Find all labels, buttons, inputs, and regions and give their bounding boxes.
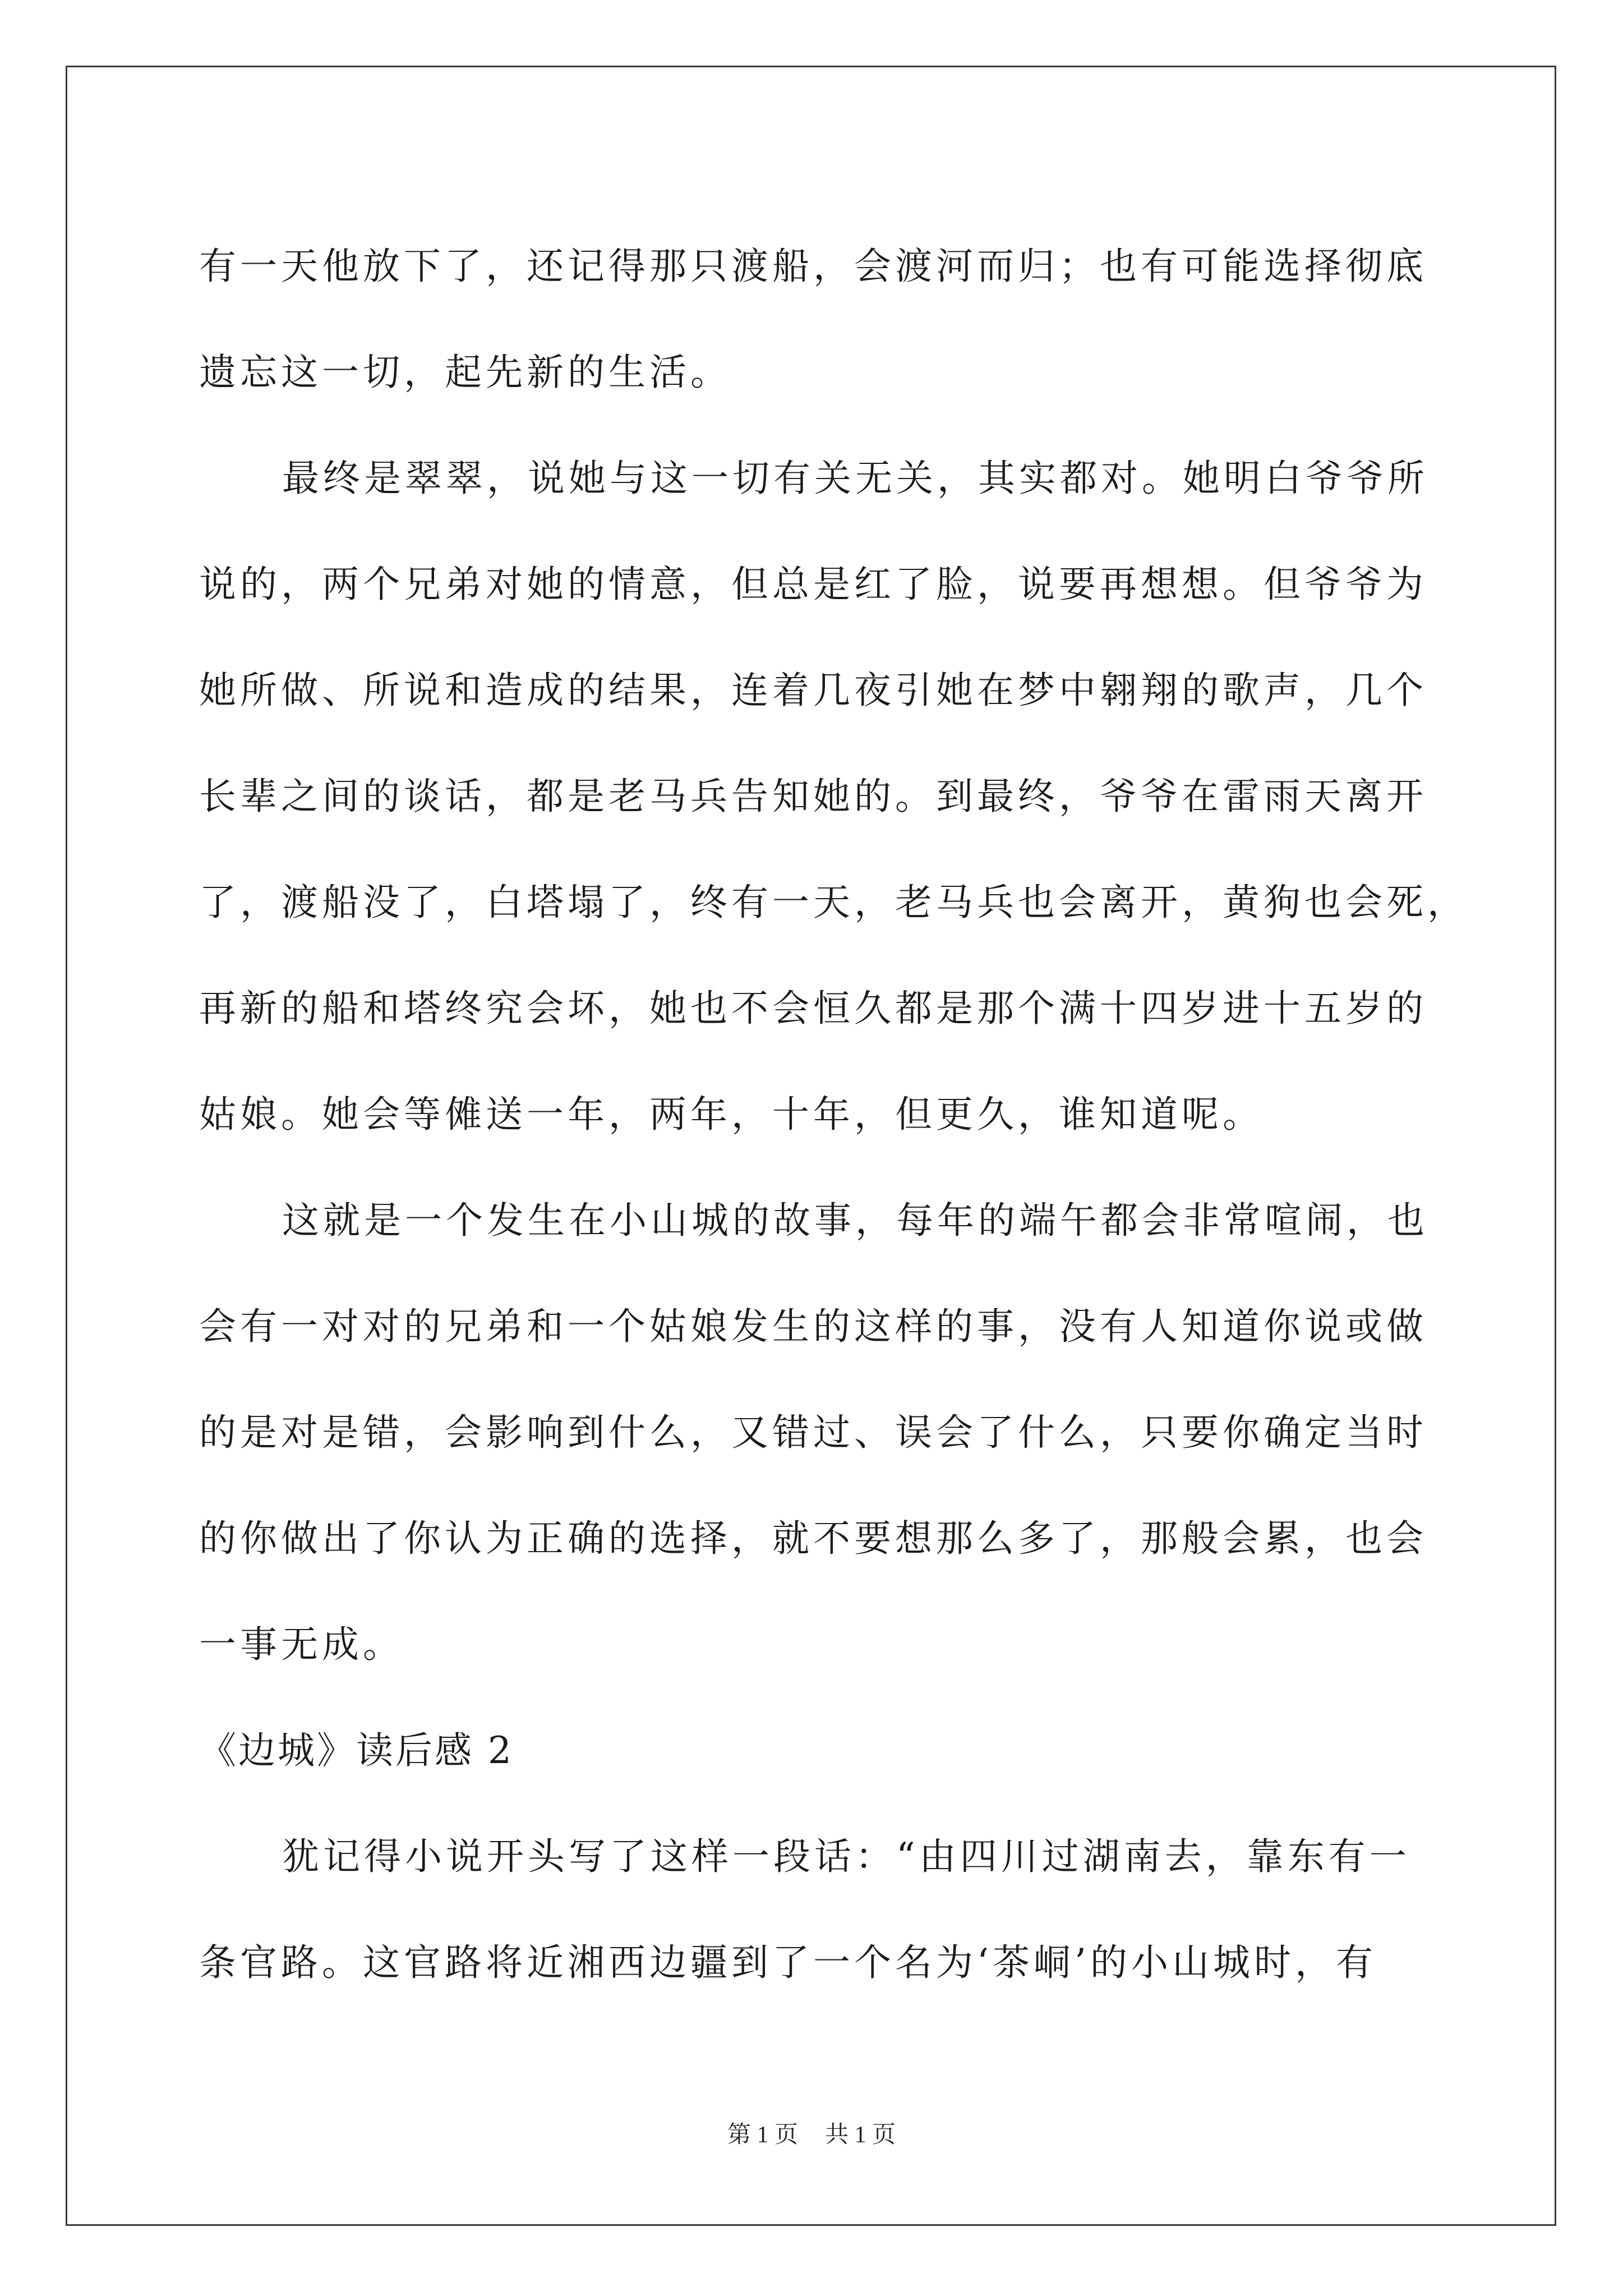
text-line: 再新的船和塔终究会坏，她也不会恒久都是那个满十四岁进十五岁的: [199, 987, 1427, 1030]
page-number: 第 1 页: [727, 2122, 798, 2148]
document-body: [199, 213, 1468, 2016]
text-line: 她所做、所说和造成的结果，连着几夜引她在梦中翱翔的歌声，几个: [199, 669, 1427, 712]
text-line: 有一天他放下了，还记得那只渡船，会渡河而归；也有可能选择彻底: [199, 245, 1427, 288]
page-footer: [0, 2119, 1623, 2151]
paragraph-start: 犹记得小说开头写了这样一段话：“由四川过湖南去，靠东有一: [282, 1835, 1410, 1878]
text-line: 的你做出了你认为正确的选择，就不要想那么多了，那般会累，也会: [199, 1517, 1427, 1560]
text-line: 长辈之间的谈话，都是老马兵告知她的。到最终，爷爷在雷雨天离开: [199, 775, 1427, 818]
text-line: 会有一对对的兄弟和一个姑娘发生的这样的事，没有人知道你说或做: [199, 1305, 1427, 1348]
paragraph-start: 这就是一个发生在小山城的故事，每年的端午都会非常喧闹，也: [282, 1199, 1428, 1242]
text-line: 遗忘这一切，起先新的生活。: [199, 351, 731, 394]
text-line: 了，渡船没了，白塔塌了，终有一天，老马兵也会离开，黄狗也会死，: [199, 881, 1468, 924]
text-line: 一事无成。: [199, 1623, 404, 1666]
text-line: 姑娘。她会等傩送一年，两年，十年，但更久，谁知道呢。: [199, 1093, 1264, 1136]
text-line: 说的，两个兄弟对她的情意，但总是红了脸，说要再想想。但爷爷为: [199, 563, 1427, 606]
page-total: 共 1 页: [825, 2122, 896, 2148]
text-line: 条官路。这官路将近湘西边疆到了一个名为‘茶峒’的小山城时，有: [199, 1941, 1377, 1984]
section-heading: 《边城》读后感 2: [199, 1729, 514, 1772]
paragraph-start: 最终是翠翠，说她与这一切有关无关，其实都对。她明白爷爷所: [282, 457, 1428, 500]
text-line: 的是对是错，会影响到什么，又错过、误会了什么，只要你确定当时: [199, 1411, 1427, 1454]
